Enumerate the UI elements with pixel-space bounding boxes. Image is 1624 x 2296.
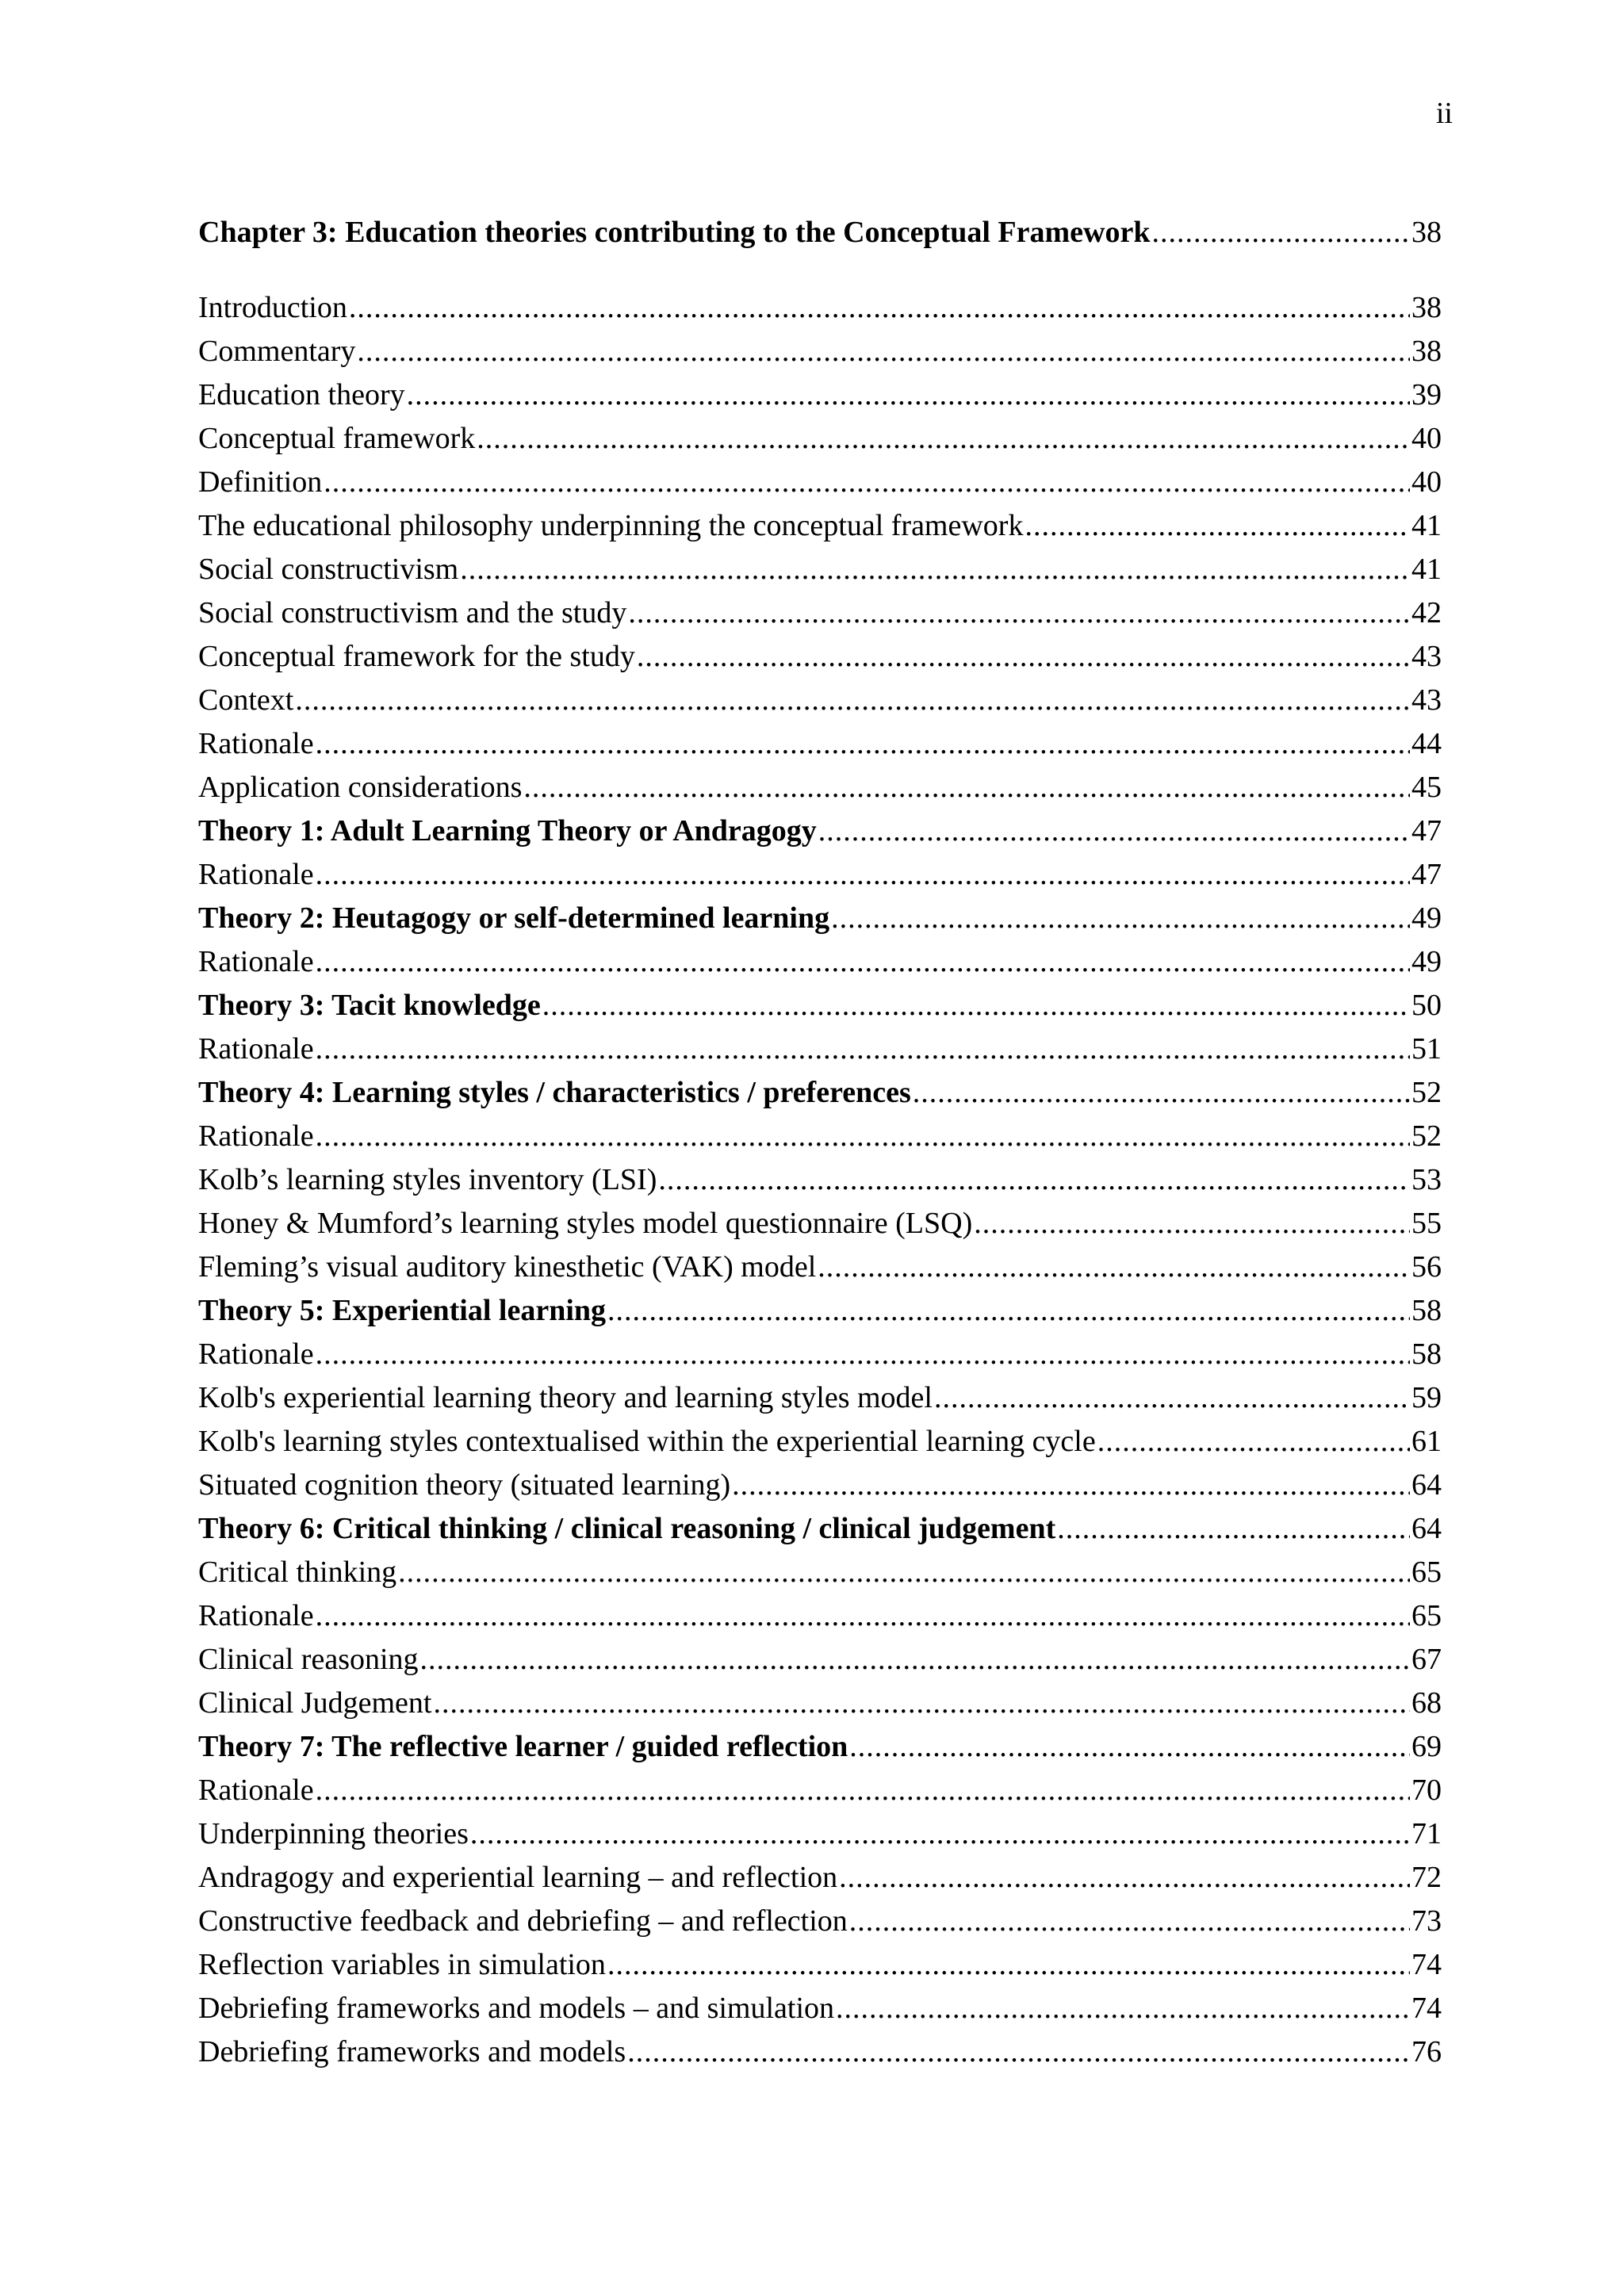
toc-entry-page-number: 40 <box>1411 422 1442 455</box>
toc-dot-leader <box>628 591 1410 635</box>
toc-entry-title: Rationale <box>198 945 314 978</box>
toc-dot-leader <box>974 1202 1410 1246</box>
toc-dot-leader <box>398 1551 1410 1594</box>
toc-dot-leader <box>1097 1420 1410 1464</box>
toc-entry[interactable] <box>198 1464 1442 1507</box>
toc-entry[interactable] <box>198 1202 1442 1246</box>
toc-entry[interactable] <box>198 1987 1442 2030</box>
toc-entry-page-number: 52 <box>1411 1119 1442 1153</box>
toc-entry[interactable] <box>198 1333 1442 1376</box>
toc-dot-leader <box>732 1464 1410 1507</box>
toc-entry-title: Honey & Mumford’s learning styles model questionnaire (LSQ) <box>198 1207 973 1240</box>
toc-dot-leader <box>316 1594 1410 1638</box>
toc-entry-title: Theory 4: Learning styles / characteristics / preferences <box>198 1076 911 1109</box>
toc-entry[interactable] <box>198 897 1442 940</box>
toc-entry-title: Kolb's experiential learning theory and learning styles model <box>198 1381 933 1414</box>
toc-entry-title: Theory 5: Experiential learning <box>198 1294 607 1327</box>
toc-entry[interactable] <box>198 1027 1442 1071</box>
toc-dot-leader <box>357 330 1410 373</box>
toc-entry-page-number: 56 <box>1411 1250 1442 1284</box>
toc-dot-leader <box>460 548 1410 591</box>
toc-dot-leader <box>658 1158 1410 1202</box>
toc-entry[interactable] <box>198 1812 1442 1856</box>
toc-entry[interactable] <box>198 373 1442 417</box>
toc-entry[interactable] <box>198 1115 1442 1158</box>
toc-entry-page-number: 65 <box>1411 1556 1442 1589</box>
toc-entry[interactable] <box>198 548 1442 591</box>
toc-entry-title: Critical thinking <box>198 1556 397 1589</box>
toc-entry-title: Social constructivism <box>198 553 459 586</box>
toc-entry-page-number: 67 <box>1411 1643 1442 1676</box>
toc-entry[interactable] <box>198 1289 1442 1333</box>
toc-entry-title: Clinical Judgement <box>198 1686 432 1720</box>
toc-entry-page-number: 61 <box>1411 1425 1442 1458</box>
toc-entry-page-number: 72 <box>1411 1861 1442 1894</box>
toc-entry-title: Theory 1: Adult Learning Theory or Andragogy <box>198 814 817 848</box>
toc-entry-page-number: 76 <box>1411 2035 1442 2068</box>
toc-entry-title: Commentary <box>198 335 356 368</box>
toc-entry-title: The educational philosophy underpinning the conceptual framework <box>198 509 1024 542</box>
toc-dot-leader <box>523 766 1410 809</box>
toc-dot-leader <box>934 1376 1410 1420</box>
toc-dot-leader <box>849 1725 1410 1769</box>
toc-entry-page-number: 70 <box>1411 1774 1442 1807</box>
toc-entry-title: Debriefing frameworks and models <box>198 2035 626 2068</box>
toc-entry[interactable] <box>198 809 1442 853</box>
toc-entry-page-number: 53 <box>1411 1163 1442 1196</box>
toc-entry-page-number: 50 <box>1411 989 1442 1022</box>
toc-dot-leader <box>627 2030 1410 2074</box>
toc-entry-title: Clinical reasoning <box>198 1643 419 1676</box>
toc-entry-title: Conceptual framework <box>198 422 476 455</box>
toc-entry[interactable] <box>198 940 1442 984</box>
toc-entry-page-number: 69 <box>1411 1730 1442 1763</box>
toc-entry[interactable] <box>198 1158 1442 1202</box>
toc-dot-leader <box>913 1071 1410 1115</box>
toc-entry-page-number: 47 <box>1411 858 1442 891</box>
toc-entry-page-number: 47 <box>1411 814 1442 848</box>
toc-entry[interactable] <box>198 766 1442 809</box>
toc-entry-title: Chapter 3: Education theories contributing to the Conceptual Framework <box>198 216 1151 249</box>
toc-entry[interactable] <box>198 330 1442 373</box>
toc-entry-title: Rationale <box>198 858 314 891</box>
toc-dot-leader <box>637 635 1410 679</box>
toc-entry-page-number: 58 <box>1411 1294 1442 1327</box>
toc-entry[interactable] <box>198 461 1442 504</box>
toc-entry-page-number: 38 <box>1411 216 1442 249</box>
toc-dot-leader <box>836 1987 1410 2030</box>
toc-entry[interactable] <box>198 1551 1442 1594</box>
toc-entry-page-number: 38 <box>1411 335 1442 368</box>
toc-entry[interactable] <box>198 417 1442 461</box>
toc-entry-title: Context <box>198 683 294 717</box>
toc-entry-title: Social constructivism and the study <box>198 596 627 629</box>
toc-dot-leader <box>1057 1507 1410 1551</box>
toc-entry[interactable] <box>198 1246 1442 1289</box>
toc-entry[interactable] <box>198 635 1442 679</box>
toc-entry-title: Rationale <box>198 1599 314 1632</box>
toc-dot-leader <box>316 1027 1410 1071</box>
toc-dot-leader <box>316 940 1410 984</box>
toc-entry[interactable] <box>198 1725 1442 1769</box>
toc-entry-title: Definition <box>198 465 323 499</box>
toc-entry-page-number: 58 <box>1411 1337 1442 1371</box>
toc-entry[interactable] <box>198 722 1442 766</box>
toc-entry-page-number: 64 <box>1411 1468 1442 1502</box>
toc-entry[interactable] <box>198 2030 1442 2074</box>
toc-entry-title: Theory 6: Critical thinking / clinical reasoning / clinical judgement <box>198 1512 1056 1545</box>
toc-entry-page-number: 44 <box>1411 727 1442 760</box>
toc-dot-leader <box>831 897 1410 940</box>
toc-entry-page-number: 49 <box>1411 901 1442 935</box>
toc-dot-leader <box>839 1856 1410 1900</box>
toc-entry-title: Education theory <box>198 378 405 411</box>
toc-entry-title: Introduction <box>198 291 347 324</box>
toc-entry-page-number: 39 <box>1411 378 1442 411</box>
toc-entry-title: Underpinning theories <box>198 1817 469 1850</box>
toc-dot-leader <box>316 1769 1410 1812</box>
toc-entry-page-number: 65 <box>1411 1599 1442 1632</box>
toc-dot-leader <box>849 1900 1410 1943</box>
toc-entry[interactable] <box>198 1507 1442 1551</box>
toc-dot-leader <box>316 722 1410 766</box>
toc-dot-leader <box>349 286 1410 330</box>
table-of-contents <box>198 211 1442 2074</box>
toc-entry[interactable] <box>198 853 1442 897</box>
toc-entry[interactable] <box>198 286 1442 330</box>
toc-dot-leader <box>433 1682 1410 1725</box>
toc-entry-page-number: 49 <box>1411 945 1442 978</box>
toc-dot-leader <box>477 417 1410 461</box>
toc-entry-title: Theory 3: Tacit knowledge <box>198 989 541 1022</box>
toc-entry-title: Rationale <box>198 1119 314 1153</box>
toc-entry-title: Kolb’s learning styles inventory (LSI) <box>198 1163 657 1196</box>
toc-dot-leader <box>1025 504 1410 548</box>
toc-entry-page-number: 38 <box>1411 291 1442 324</box>
toc-entry[interactable] <box>198 679 1442 722</box>
toc-entry-page-number: 59 <box>1411 1381 1442 1414</box>
toc-chapter-heading[interactable] <box>198 211 1442 254</box>
toc-entry-title: Rationale <box>198 1337 314 1371</box>
toc-entry-title: Constructive feedback and debriefing – and reflection <box>198 1904 848 1938</box>
toc-entry[interactable] <box>198 1638 1442 1682</box>
toc-entry[interactable] <box>198 1071 1442 1115</box>
toc-entry-title: Rationale <box>198 1032 314 1066</box>
toc-entry[interactable] <box>198 1943 1442 1987</box>
toc-entry-title: Kolb's learning styles contextualised within the experiential learning cycle <box>198 1425 1096 1458</box>
toc-entry-page-number: 41 <box>1411 553 1442 586</box>
toc-entry-title: Rationale <box>198 727 314 760</box>
page-number: ii <box>1435 97 1453 130</box>
toc-entry-title: Rationale <box>198 1774 314 1807</box>
toc-entry-page-number: 64 <box>1411 1512 1442 1545</box>
toc-entry[interactable] <box>198 504 1442 548</box>
toc-entry-title: Theory 7: The reflective learner / guided reflection <box>198 1730 848 1763</box>
toc-entry[interactable] <box>198 1769 1442 1812</box>
toc-entry-page-number: 43 <box>1411 640 1442 673</box>
toc-entry-title: Situated cognition theory (situated learning) <box>198 1468 731 1502</box>
toc-entry-title: Reflection variables in simulation <box>198 1948 606 1981</box>
toc-entry-page-number: 43 <box>1411 683 1442 717</box>
toc-dot-leader <box>295 679 1410 722</box>
toc-entry-page-number: 71 <box>1411 1817 1442 1850</box>
toc-entry[interactable] <box>198 1856 1442 1900</box>
toc-entry[interactable] <box>198 1594 1442 1638</box>
toc-entry-page-number: 42 <box>1411 596 1442 629</box>
toc-entry-page-number: 51 <box>1411 1032 1442 1066</box>
toc-entry-page-number: 73 <box>1411 1904 1442 1938</box>
toc-dot-leader <box>470 1812 1410 1856</box>
toc-dot-leader <box>607 1289 1410 1333</box>
toc-entry-page-number: 74 <box>1411 1948 1442 1981</box>
toc-dot-leader <box>316 1333 1410 1376</box>
toc-entry-page-number: 55 <box>1411 1207 1442 1240</box>
toc-dot-leader <box>407 373 1410 417</box>
toc-entry-title: Fleming’s visual auditory kinesthetic (VAK) model <box>198 1250 817 1284</box>
toc-entry[interactable] <box>198 591 1442 635</box>
toc-entry-page-number: 45 <box>1411 771 1442 804</box>
toc-dot-leader <box>316 853 1410 897</box>
toc-entry-page-number: 41 <box>1411 509 1442 542</box>
toc-entry[interactable] <box>198 984 1442 1027</box>
toc-entry-page-number: 40 <box>1411 465 1442 499</box>
toc-dot-leader <box>324 461 1410 504</box>
toc-entry[interactable] <box>198 1900 1442 1943</box>
toc-entry-page-number: 68 <box>1411 1686 1442 1720</box>
toc-entry[interactable] <box>198 1420 1442 1464</box>
toc-entry-title: Andragogy and experiential learning – and reflection <box>198 1861 838 1894</box>
toc-dot-leader <box>420 1638 1410 1682</box>
toc-dot-leader <box>818 809 1410 853</box>
toc-dot-leader <box>1151 211 1410 254</box>
toc-entry-title: Conceptual framework for the study <box>198 640 635 673</box>
toc-entry[interactable] <box>198 1682 1442 1725</box>
toc-dot-leader <box>607 1943 1410 1987</box>
toc-entry-page-number: 74 <box>1411 1992 1442 2025</box>
toc-entry-title: Debriefing frameworks and models – and simulation <box>198 1992 835 2025</box>
toc-entry-title: Application considerations <box>198 771 523 804</box>
toc-entry[interactable] <box>198 1376 1442 1420</box>
toc-entry-page-number: 52 <box>1411 1076 1442 1109</box>
toc-dot-leader <box>542 984 1410 1027</box>
toc-entry-title: Theory 2: Heutagogy or self-determined learning <box>198 901 830 935</box>
toc-dot-leader <box>316 1115 1410 1158</box>
toc-dot-leader <box>818 1246 1410 1289</box>
